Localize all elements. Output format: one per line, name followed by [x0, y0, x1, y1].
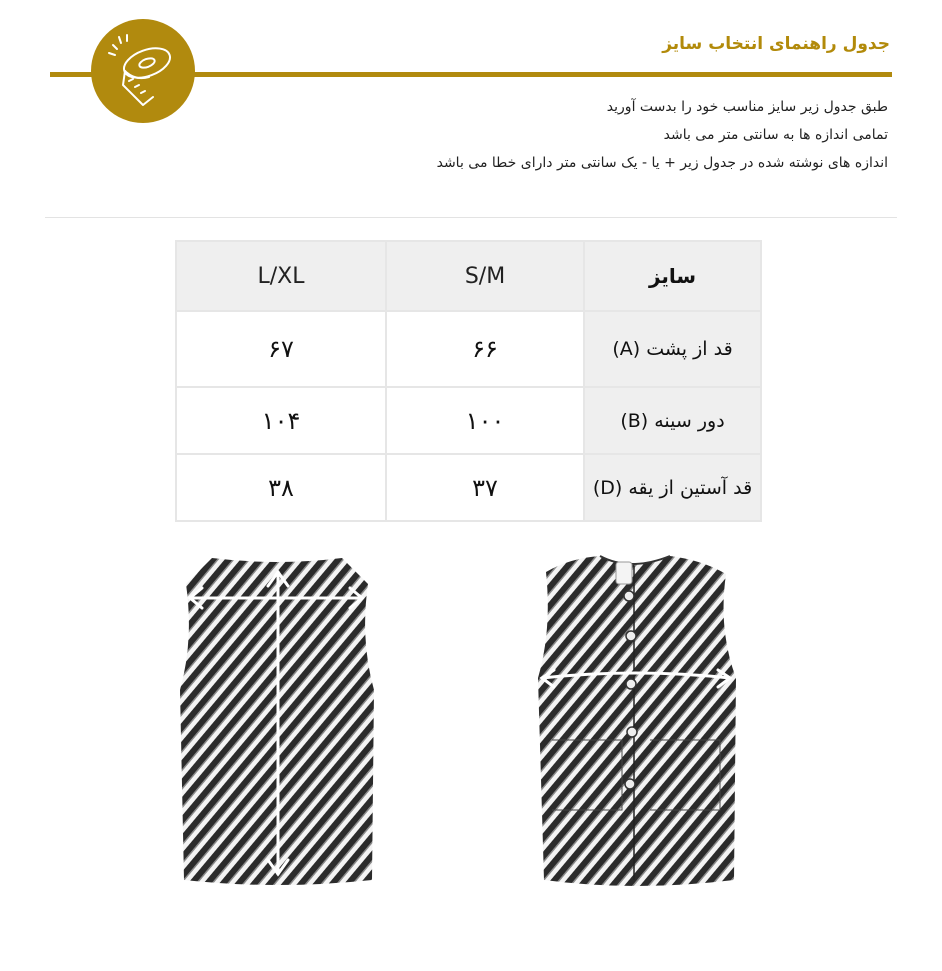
row-label-back-length: قد از پشت (A): [585, 312, 760, 386]
intro-line: طبق جدول زیر سایز مناسب خود را بدست آورید: [606, 99, 888, 115]
table-cell: ۱۰۰: [387, 388, 583, 453]
column-header-sm: S/M: [387, 242, 583, 310]
table-cell: ۳۷: [387, 455, 583, 520]
column-header-lxl: L/XL: [177, 242, 385, 310]
row-label-chest: دور سینه (B): [585, 388, 760, 453]
vest-back-image: [170, 550, 385, 895]
size-column-header: سایز: [585, 242, 760, 310]
row-label-sleeve: قد آستین از یقه (D): [585, 455, 760, 520]
tape-measure-icon: [91, 19, 195, 123]
intro-text: [288, 93, 888, 177]
table-cell: ۶۷: [177, 312, 385, 386]
intro-line: اندازه های نوشته شده در جدول زیر + یا - یک سانتی متر دارای خطا می باشد: [436, 155, 888, 171]
table-cell: ۶۶: [387, 312, 583, 386]
table-cell: ۳۸: [177, 455, 385, 520]
vest-front-image: [530, 550, 740, 895]
size-table: [175, 240, 762, 522]
tape-measure-badge: [91, 19, 195, 123]
table-cell: ۱۰۴: [177, 388, 385, 453]
intro-line: تمامی اندازه ها به سانتی متر می باشد: [663, 127, 888, 143]
page-title: جدول راهنمای انتخاب سایز: [662, 34, 890, 54]
section-divider: [45, 217, 897, 218]
